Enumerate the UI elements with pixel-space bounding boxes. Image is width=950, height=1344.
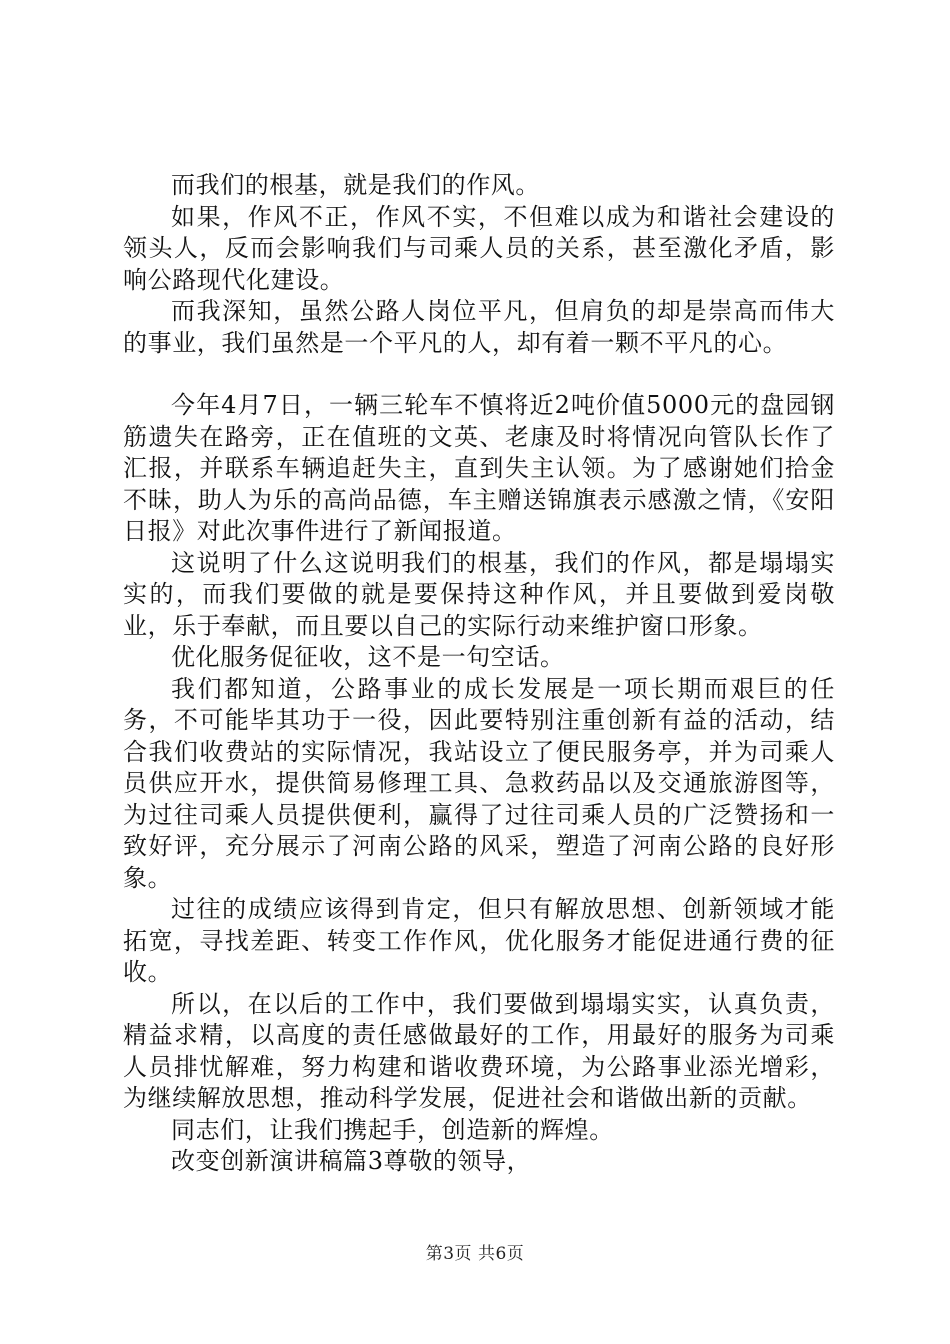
paragraph: 优化服务促征收，这不是一句空话。 (171, 643, 565, 671)
paragraph: 改变创新演讲稿篇3尊敬的领导， (171, 1147, 532, 1175)
paragraph: 同志们，让我们携起手，创造新的辉煌。 (171, 1115, 614, 1144)
paragraph: 过往的成绩应该得到肯定，但只有解放思想、创新领域才能拓宽，寻找差距、转变工作作风，优化服务才能促进通行费的征收。 (123, 895, 835, 986)
paragraph: 今年4月7日，一辆三轮车不慎将近2吨价值5000元的盘园钢筋遗失在路旁，正在值班的文英、老康及时将情况向管队长作了汇报，并联系车辆追赶失主，直到失主认领。为了感谢她们拾金不昧，助人为乐的高尚品德，车主赠送锦旗表示感激之情，《安阳日报》对此次事件进行了新闻报道。 (123, 391, 835, 545)
paragraph: 而我们的根基，就是我们的作风。 (171, 171, 540, 199)
paragraph: 我们都知道，公路事业的成长发展是一项长期而艰巨的任务，不可能毕其功于一役，因此要特别注重创新有益的活动，结合我们收费站的实际情况，我站设立了便民服务亭，并为司乘人员供应开水，提供简易修理工具、急救药品以及交通旅游图等，为过往司乘人员提供便利，赢得了过往司乘人员的广泛赞扬和一致好评，充分展示了河南公路的风采，塑造了河南公路的良好形象。 (123, 674, 835, 892)
page-number-footer: 第3页 共6页 (425, 1244, 525, 1264)
paragraph: 所以，在以后的工作中，我们要做到塌塌实实，认真负责，精益求精，以高度的责任感做最好的工作，用最好的服务为司乘人员排忧解难，努力构建和谐收费环境，为公路事业添光增彩，为继续解放思想，推动科学发展，促进社会和谐做出新的贡献。 (123, 989, 835, 1112)
paragraph: 而我深知，虽然公路人岗位平凡，但肩负的却是崇高而伟大的事业，我们虽然是一个平凡的人，却有着一颗不平凡的心。 (123, 297, 835, 357)
paragraph: 如果，作风不正，作风不实，不但难以成为和谐社会建设的领头人，反而会影响我们与司乘人员的关系，甚至激化矛盾，影响公路现代化建设。 (123, 202, 835, 294)
paragraph: 这说明了什么这说明我们的根基，我们的作风，都是塌塌实实的，而我们要做的就是要保持这种作风，并且要做到爱岗敬业，乐于奉献，而且要以自己的实际行动来维护窗口形象。 (123, 548, 835, 640)
document-body (123, 170, 835, 1178)
